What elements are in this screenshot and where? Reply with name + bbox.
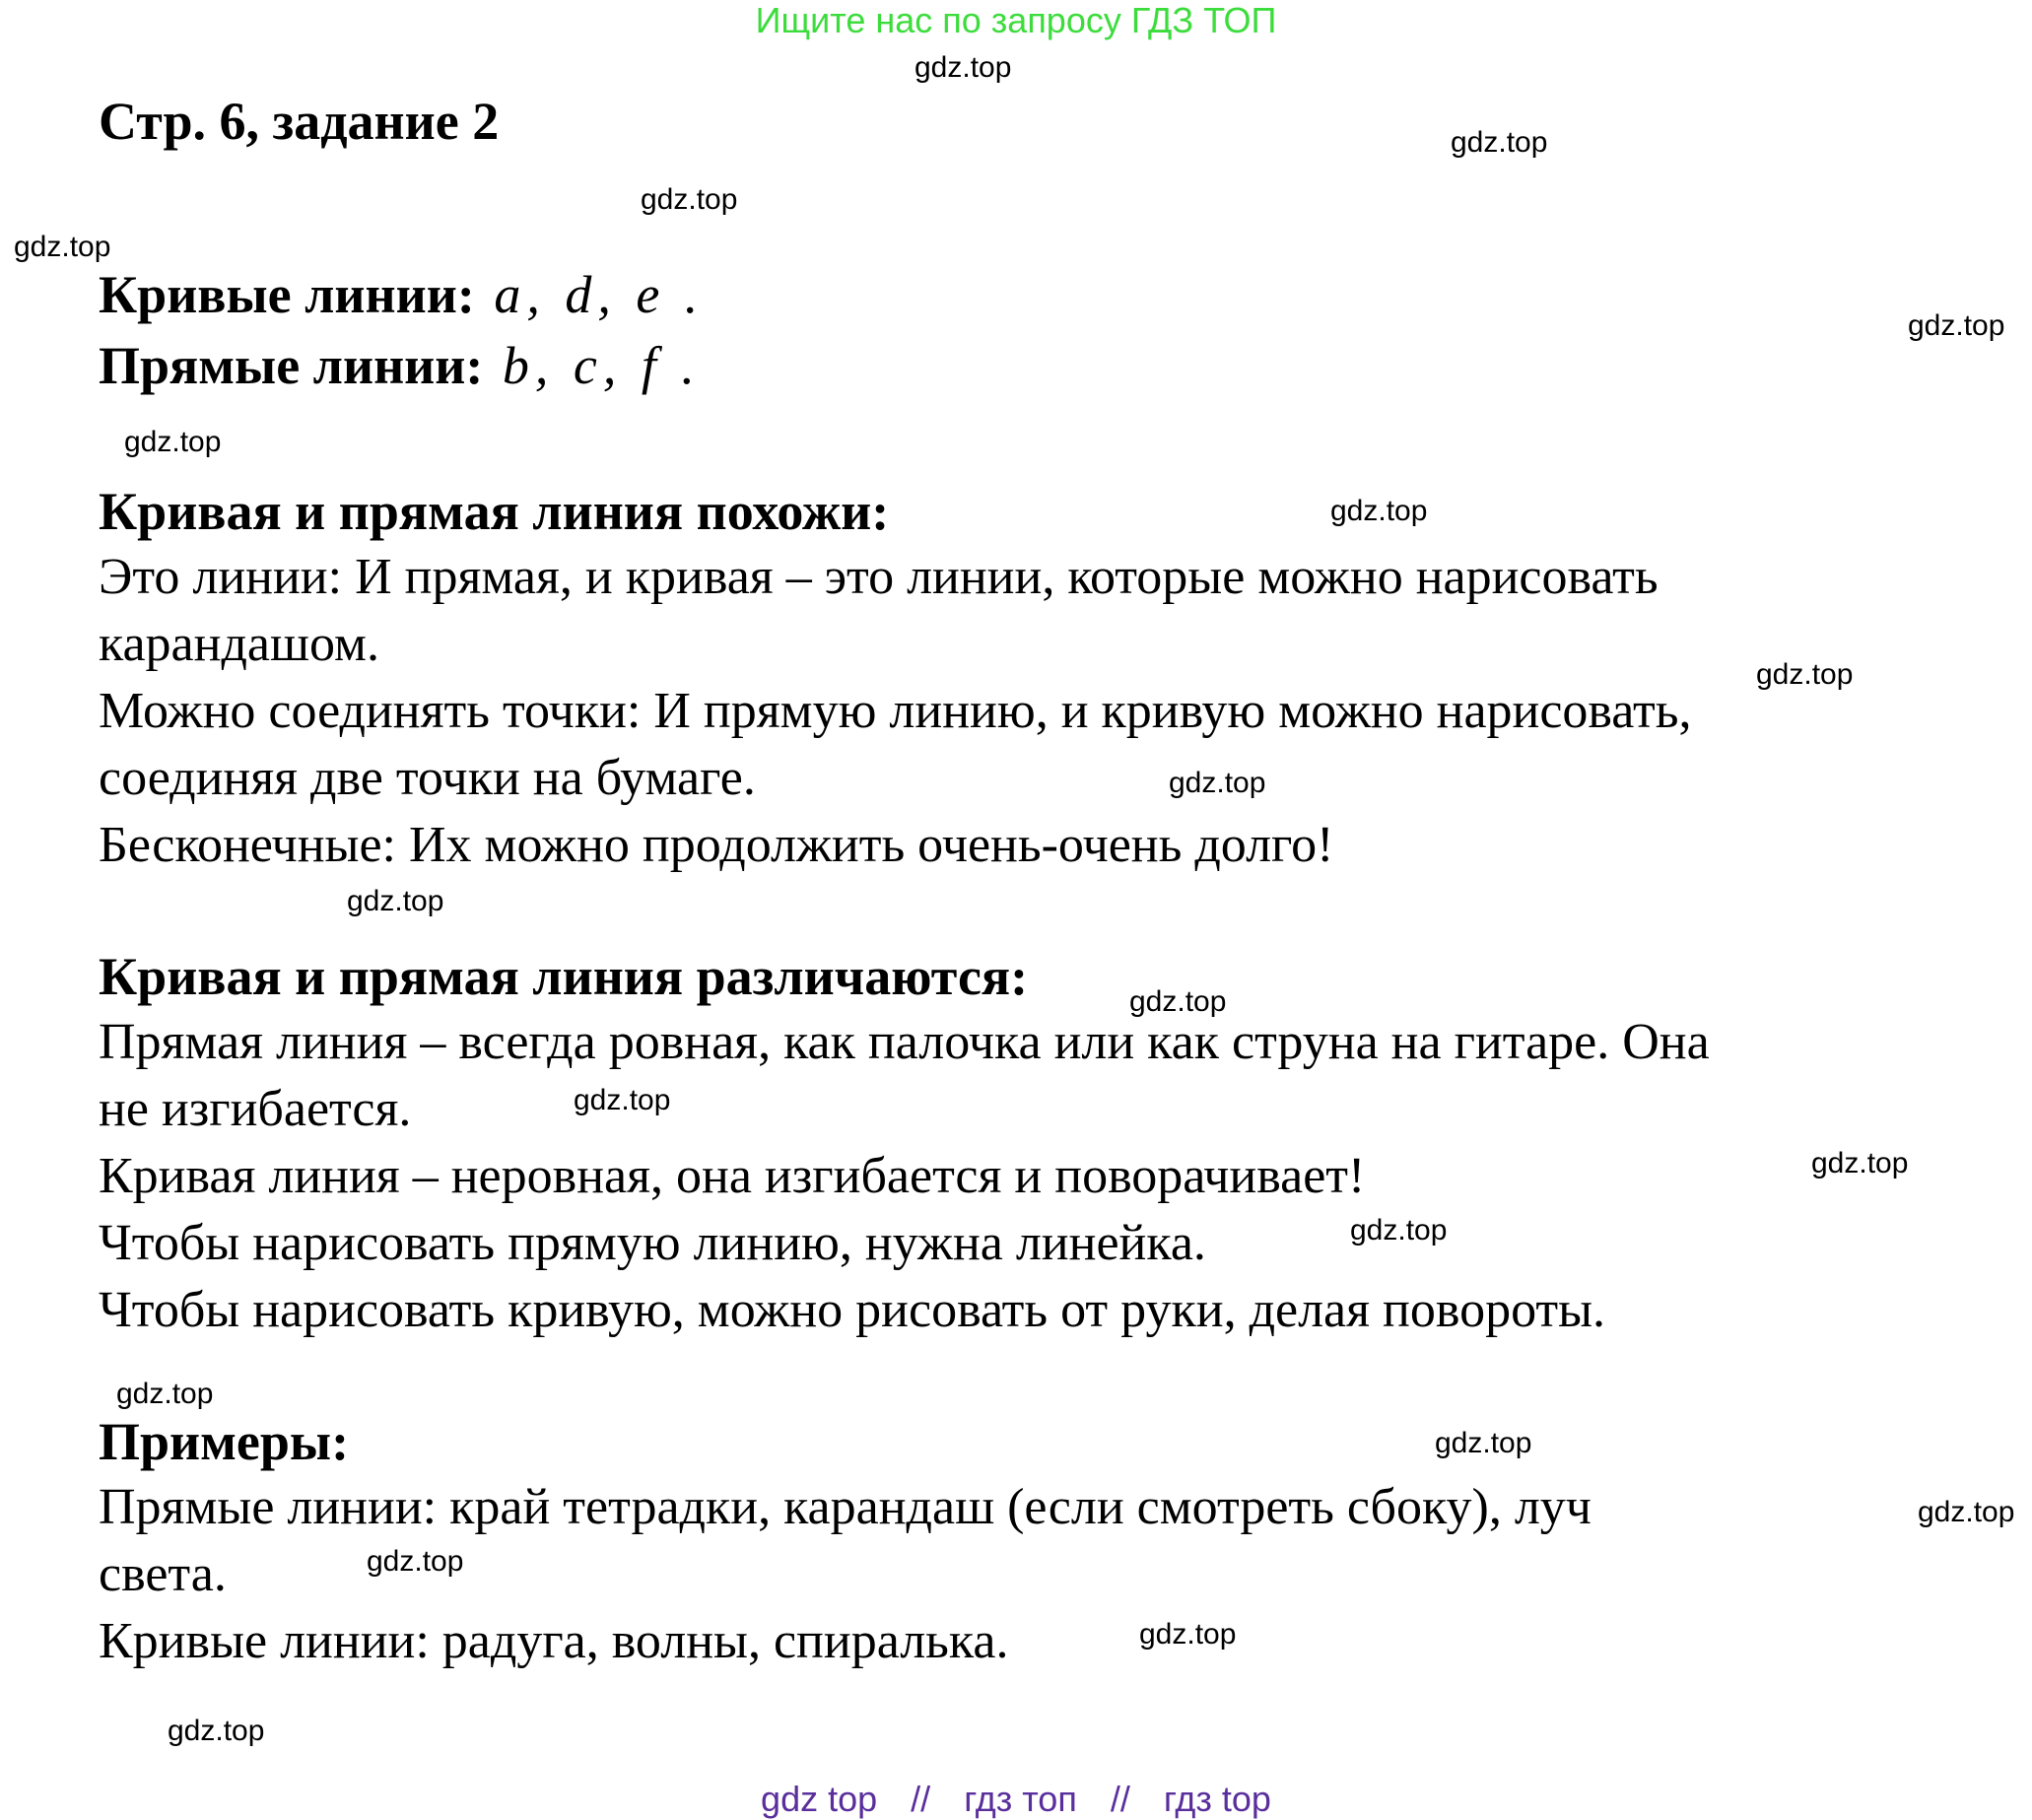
different-line: Чтобы нарисовать кривую, можно рисовать от руки, делая повороты. [99,1282,1606,1338]
watermark: gdz.top [1330,495,1428,527]
watermark: gdz.top [124,426,222,458]
examples-line: света. [99,1546,227,1602]
similar-line: соединяя две точки на бумаге. [99,750,756,806]
curved-lines-answer [99,264,704,325]
watermark: gdz.top [347,885,444,917]
watermark: gdz.top [1139,1618,1237,1651]
different-line: не изгибается. [99,1081,412,1137]
watermark: gdz.top [14,231,111,263]
watermark: gdz.top [367,1545,464,1578]
different-line: Прямая линия – всегда ровная, как палочка или как струна на гитаре. Она [99,1014,1710,1070]
watermark: gdz.top [1908,309,2005,342]
similar-line: карандашом. [99,616,379,672]
similar-heading: Кривая и прямая линия похожи: [99,482,890,541]
footer-part: gdz top [761,1779,878,1819]
watermark: gdz.top [116,1378,214,1410]
straight-lines-label: Прямые линии: [99,336,484,395]
watermark: gdz.top [1350,1214,1448,1247]
watermark: gdz.top [168,1715,265,1747]
different-heading: Кривая и прямая линия различаются: [99,947,1029,1006]
watermark: gdz.top [914,51,1012,84]
curved-lines-label: Кривые линии: [99,265,475,324]
straight-lines-values: b, c, f . [502,336,701,395]
watermark: gdz.top [641,183,738,216]
straight-lines-answer [99,335,701,396]
watermark: gdz.top [1169,767,1266,799]
footer-separator: // [911,1779,931,1819]
examples-line: Прямые линии: край тетрадки, карандаш (если смотреть сбоку), луч [99,1479,1592,1535]
watermark: gdz.top [1918,1496,2015,1528]
examples-heading: Примеры: [99,1412,350,1471]
watermark: gdz.top [1451,126,1548,159]
search-banner: Ищите нас по запросу ГДЗ ТОП [755,0,1277,40]
examples-line: Кривые линии: радуга, волны, спиралька. [99,1613,1009,1669]
watermark: gdz.top [1756,658,1854,691]
watermark: gdz.top [1811,1147,1909,1180]
page-title: Стр. 6, задание 2 [99,92,500,151]
different-line: Чтобы нарисовать прямую линию, нужна линейка. [99,1215,1206,1271]
footer-watermark [0,1779,2032,1820]
different-line: Кривая линия – неровная, она изгибается и поворачивает! [99,1148,1366,1204]
watermark: gdz.top [1129,985,1227,1018]
footer-separator: // [1110,1779,1130,1819]
similar-line: Это линии: И прямая, и кривая – это линии, которые можно нарисовать [99,549,1659,605]
similar-line: Бесконечные: Их можно продолжить очень-очень долго! [99,817,1334,873]
curved-lines-values: a, d, e . [494,265,705,324]
watermark: gdz.top [1435,1427,1532,1459]
similar-line: Можно соединять точки: И прямую линию, и кривую можно нарисовать, [99,683,1692,739]
footer-part: гдз топ [964,1779,1077,1819]
footer-part: гдз top [1163,1779,1271,1819]
watermark: gdz.top [574,1084,671,1116]
